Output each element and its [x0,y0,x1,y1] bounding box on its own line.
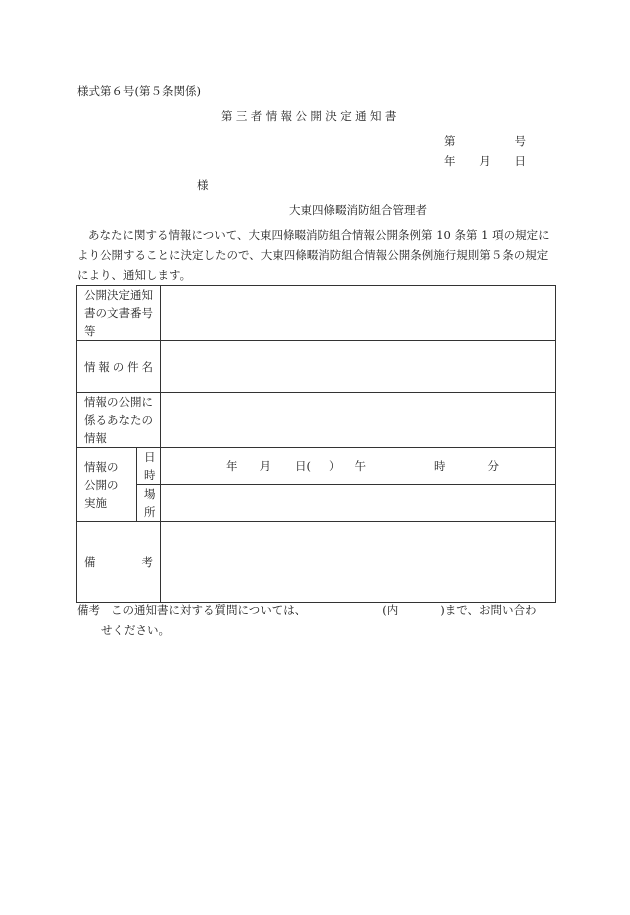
notes-value [161,522,556,603]
footnote-label: 備考 [77,603,100,617]
place-label: 場所 [137,485,161,522]
doc-number-label: 公開決定通知書の文書番号等 [77,286,161,341]
subject-label-char: 情 [84,359,96,374]
body-paragraph: あなたに関する情報について、大東四條畷消防組合情報公開条例第 10 条第 1 項の規定により公開することに決定したので、大東四條畷消防組合情報公開条例施行規則第５条の規定により、通知します。 [77,228,550,282]
subject-label-char: 名 [141,359,153,374]
datetime-hour-unit: 時 [434,459,446,473]
date-year: 年 [444,154,456,168]
subject-value [161,341,556,393]
form-label: 様式第６号(第５条関係) [77,84,201,98]
info-value [161,393,556,448]
notice-table [76,285,556,603]
footnote-ext-label: (内 [382,603,399,617]
footnote-line2: せください。 [101,623,170,637]
subject-label-char: 報 [98,359,110,374]
subject-label-char: 件 [127,359,139,374]
datetime-year-unit: 年 [226,459,238,473]
datetime-day-unit: 日( [295,459,311,473]
datetime-ampm-unit: 午 [354,459,366,473]
implementation-label: 情報の公開の実施 [77,448,137,522]
date-month: 月 [479,154,491,168]
subject-label [77,341,161,393]
page-title: 第三者情報公開決定通知書 [221,109,400,123]
notes-label-char: 考 [141,555,153,569]
number-prefix: 第 [444,134,456,148]
table-row [77,448,556,485]
table-row [77,393,556,448]
datetime-paren-close: ） [329,459,341,473]
footnote [77,600,557,640]
table-row [77,522,556,603]
datetime-month-unit: 月 [259,459,271,473]
notes-label-char: 備 [84,555,96,569]
date-day: 日 [514,154,526,168]
table-row [77,485,556,522]
footnote-text-before: この通知書に対する質問については、 [111,603,307,617]
document-number-line [444,136,526,148]
doc-number-value [161,286,556,341]
datetime-label: 日時 [137,448,161,485]
issue-date-line [444,156,526,168]
number-suffix: 号 [514,134,526,148]
notes-label [77,522,161,603]
subject-label-char: の [112,359,125,374]
recipient-line: 様 [197,178,209,192]
datetime-value [161,448,556,485]
table-row [77,341,556,393]
info-label: 情報の公開に係るあなたの情報 [77,393,161,448]
datetime-minute-unit: 分 [487,459,499,473]
sender-name: 大東四條畷消防組合管理者 [289,203,427,217]
footnote-text-after: )まで、お問い合わ [440,603,537,617]
table-row [77,286,556,341]
place-value [161,485,556,522]
